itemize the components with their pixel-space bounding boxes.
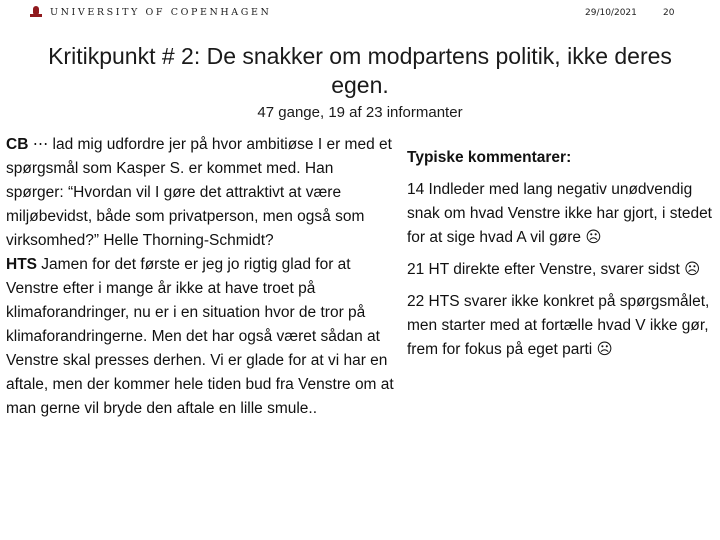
header-bar [0, 0, 720, 30]
speaker-hts: HTS [6, 256, 37, 273]
slide-title: Kritikpunkt # 2: De snakker om modpartens politik, ikke deres egen. [48, 43, 672, 98]
comment-item: 21 HT direkte efter Venstre, svarer sidst ☹ [407, 261, 701, 278]
university-name: UNIVERSITY OF COPENHAGEN [50, 6, 272, 18]
transcript-paragraph [6, 253, 394, 421]
comment-item: 14 Indleder med lang negativ unødvendig snak om hvad Venstre ikke har gjort, i stedet for at sige hvad A vil gøre ☹ [407, 181, 712, 246]
transcript-paragraph [6, 133, 394, 253]
slide-subtitle: 47 gange, 19 af 23 informanter [257, 104, 463, 121]
speaker-cb: CB [6, 136, 29, 153]
university-logo [30, 6, 271, 18]
crown-icon [30, 6, 42, 18]
transcript-quote [6, 133, 394, 421]
comment-item: 22 HTS svarer ikke konkret på spørgsmålet, men starter med at fortælle hvad V ikke gør, frem for fokus på eget parti ☹ [407, 293, 710, 358]
cb-text: ⋯ lad mig udfordre jer på hvor ambitiøse I er med et spørgsmål som Kasper S. er kommet med. Han spørger: “Hvordan vil I gøre det attraktivt at være miljøbevidst, både som privatperson, men også som virksomhed?” Helle Thorning-Schmidt? [6, 136, 392, 249]
comments-heading: Typiske kommentarer: [407, 149, 572, 166]
comments-panel [407, 146, 719, 370]
hts-text: Jamen for det første er jeg jo rigtig glad for at Venstre efter i mange år ikke at have troet på klimaforandringer, nu er i en situation hvor de tror på klimaforandringerne. Men det har også været sådan at Venstre skal presses derhen. Vi er glade for at vi har en aftale, men der kommer hele tiden bud fra Venstre om at man gerne vil bryde den aftale en lille smule.. [6, 256, 394, 417]
slide-date: 29/10/2021 [585, 8, 637, 18]
slide-number: 20 [663, 8, 675, 18]
